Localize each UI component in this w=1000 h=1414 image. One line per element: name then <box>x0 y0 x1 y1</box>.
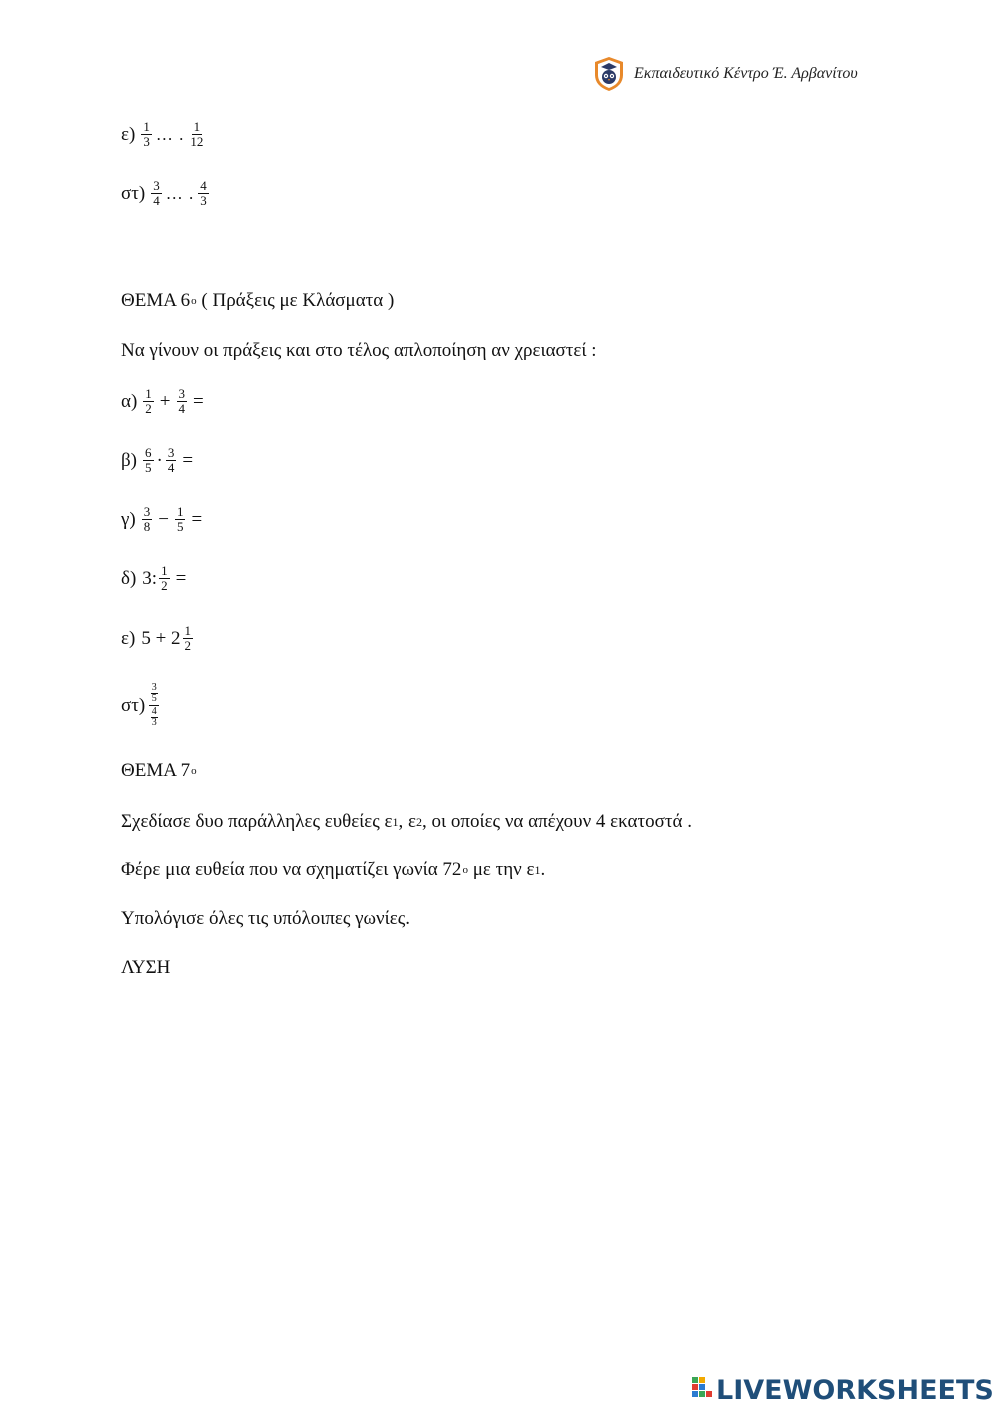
denominator: 3 <box>151 717 157 728</box>
exercise-d <box>121 564 190 593</box>
exercise-e <box>121 624 195 653</box>
whole-number: 3: <box>142 567 158 589</box>
operator: + <box>159 390 171 412</box>
fraction <box>183 624 194 653</box>
text-segment: . <box>540 859 546 880</box>
operator: − <box>158 508 169 530</box>
compare-e <box>121 120 207 149</box>
fraction <box>143 446 154 475</box>
denominator: 3 <box>200 193 207 208</box>
numerator: 4 <box>151 706 157 717</box>
text-segment: με την ε <box>467 859 535 880</box>
numerator: 1 <box>176 504 184 519</box>
liveworksheets-brand <box>692 1374 994 1406</box>
denominator: 2 <box>184 638 192 653</box>
degree-mark: ο <box>191 295 197 307</box>
numerator: 3 <box>167 445 175 460</box>
denominator: 4 <box>153 193 160 208</box>
theme7-line1 <box>121 811 692 833</box>
theme6-title <box>121 290 394 312</box>
theme7-line2 <box>121 859 545 881</box>
text-segment: , ε <box>398 811 417 832</box>
denominator: 3 <box>143 134 150 149</box>
text-segment: Σχεδίασε δυο παράλληλες ευθείες ε <box>121 811 393 832</box>
item-label: γ) <box>121 508 136 530</box>
item-label: δ) <box>121 567 137 589</box>
theme7-line3: Υπολόγισε όλες τις υπόλοιπες γωνίες. <box>121 908 411 929</box>
degree-mark: ο <box>191 765 197 777</box>
denominator: 5 <box>145 460 152 475</box>
fraction <box>188 120 205 149</box>
theme6-instruction: Να γίνουν οι πράξεις και στο τέλος απλοποίηση αν χρειαστεί : <box>121 340 597 361</box>
numerator: 3 <box>143 504 151 519</box>
denominator: 12 <box>190 134 204 149</box>
theme-title-text: ΘΕΜΑ 6 <box>121 290 191 311</box>
denominator: 8 <box>143 519 151 534</box>
degree-mark: ο <box>462 864 468 876</box>
numerator: 3 <box>153 178 160 193</box>
item-label: ε) <box>121 123 136 145</box>
equals-sign: = <box>182 449 194 471</box>
equals-sign: = <box>175 567 187 589</box>
numerator: 1 <box>145 386 152 401</box>
compare-st <box>121 179 211 208</box>
numerator: 6 <box>145 445 152 460</box>
exercise-a <box>121 387 208 416</box>
equals-sign: = <box>193 390 204 412</box>
fraction <box>198 179 209 208</box>
fraction <box>151 179 162 208</box>
denominator: 2 <box>145 401 152 416</box>
blank-dots: … . <box>155 124 185 144</box>
owl-logo-icon <box>592 55 626 93</box>
numerator: 4 <box>200 178 207 193</box>
exercise-b <box>121 446 197 475</box>
fraction <box>141 120 152 149</box>
item-label: β) <box>121 449 137 471</box>
equals-sign: = <box>191 508 203 530</box>
fraction <box>143 387 154 416</box>
theme7-title <box>121 760 197 782</box>
denominator: 5 <box>176 519 184 534</box>
numerator: 1 <box>161 563 168 578</box>
complex-fraction <box>149 683 159 728</box>
fraction <box>177 387 188 416</box>
solution-label: ΛΥΣΗ <box>121 957 171 978</box>
item-label: στ) <box>121 694 146 716</box>
blank-dots: … . <box>165 183 195 203</box>
item-label: ε) <box>121 627 136 649</box>
center-name: Εκπαιδευτικό Κέντρο Έ. Αρβανίτου <box>634 65 858 82</box>
numerator: 1 <box>143 119 150 134</box>
numerator: 3 <box>178 386 186 401</box>
theme-subtitle: ( Πράξεις με Κλάσματα ) <box>196 290 395 311</box>
subscript: 1 <box>534 862 541 877</box>
denominator: 4 <box>167 460 175 475</box>
fraction <box>175 505 186 534</box>
denominator: 2 <box>161 578 168 593</box>
denominator: 5 <box>151 693 157 704</box>
text-segment: , οι οποίες να απέχουν 4 εκατοστά . <box>422 811 692 832</box>
exercise-st <box>121 683 159 728</box>
brand-name: LIVEWORKSHEETS <box>716 1374 994 1406</box>
item-label: α) <box>121 390 138 412</box>
operator: · <box>156 449 163 471</box>
page-header <box>592 54 858 94</box>
theme-title-text: ΘΕΜΑ 7 <box>121 760 191 781</box>
fraction <box>159 564 170 593</box>
text-segment: Φέρε μια ευθεία που να σχηματίζει γωνία 72 <box>121 859 462 880</box>
fraction <box>166 446 177 475</box>
item-label: στ) <box>121 182 146 204</box>
denominator: 4 <box>178 401 186 416</box>
exercise-c <box>121 505 206 534</box>
expression: 5 + 2 <box>141 627 181 649</box>
numerator: 3 <box>151 682 157 693</box>
subscript: 1 <box>392 814 399 829</box>
subscript: 2 <box>416 814 423 829</box>
numerator: 1 <box>184 623 192 638</box>
liveworksheets-logo-icon <box>692 1377 712 1403</box>
fraction <box>142 505 153 534</box>
numerator: 1 <box>193 119 201 134</box>
